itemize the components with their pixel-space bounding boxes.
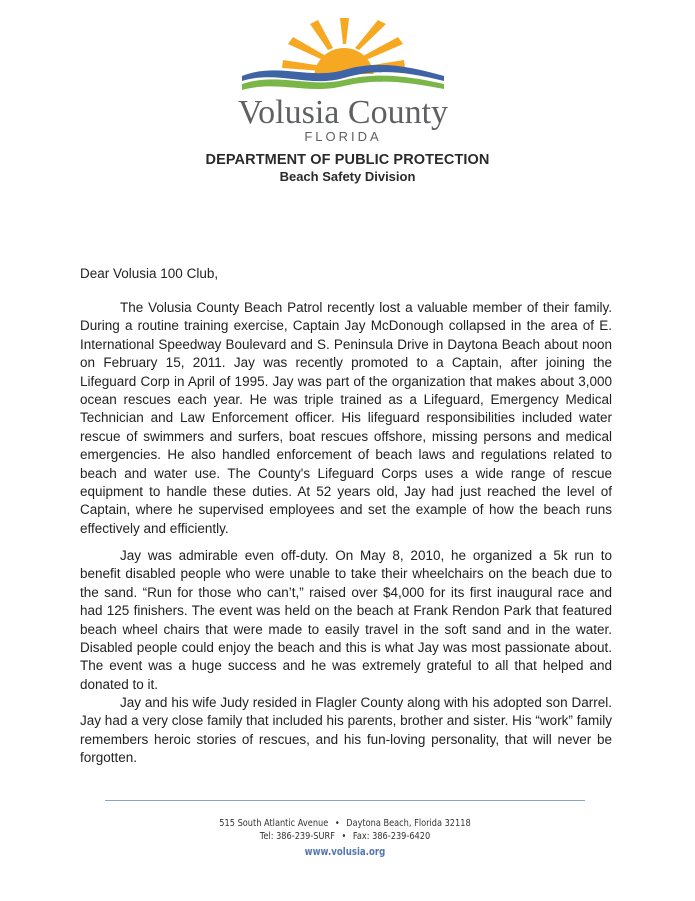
salutation: Dear Volusia 100 Club, [80,266,219,281]
body-paragraph: The Volusia County Beach Patrol recently lost a valuable member of their family. During a routine training exercise, Captain Jay McDonough collapsed in the area of E. International Speedway Boulevard and S. Peninsula Drive in Daytona Beach about noon on February 15, 2011. Jay was recently promoted to a Captain, after joining the Lifeguard Corp in April of 1995. Jay was part of the organization that makes about 3,000 ocean rescues each year. He was triple trained as a Lifeguard, Emergency Medical Technician and Law Enforcement officer. His lifeguard responsibilities included water rescue of swimmers and surfers, boat rescues offshore, missing persons and medical emergencies. He also handled enforcement of beach laws and regulations related to beach and water use. The County's Lifeguard Corps uses a wide range of rescue equipment to handle these duties. At 52 years old, Jay had just reached the level of Captain, where he supervised employees and set the example of how the beach runs effectively and efficiently. [80,300,612,536]
body-paragraph: Jay and his wife Judy resided in Flagler County along with his adopted son Darrel. Jay had a very close family that included his parents, brother and sister. His “work” family remembers heroic stories of rescues, and his fun-loving personality, that will never be forgotten. [80,695,612,766]
address-city: Daytona Beach, Florida 32118 [346,818,471,829]
website-link[interactable]: www.volusia.org [304,846,386,858]
footer-phone [62,831,628,842]
separator-dot: • [341,831,347,842]
volusia-county-logo [238,18,449,144]
sun-waves-icon [238,18,448,98]
body-paragraph: Jay was admirable even off-duty. On May 8, 2010, he organized a 5k run to benefit disabled people who were unable to take their wheelchairs on the beach due to the sand. “Run for those who can’t,” raised over $4,000 for its first inaugural race and had 125 finishers. The event was held on the beach at Frank Rendon Park that featured beach wheel chairs that were made to easily travel in the soft sand and in the water. Disabled people could enjoy the beach and this is what Jay was most passionate about. The event was a huge success and he was extremely grateful to all that helped and donated to it. [80,548,612,692]
logo-title: Volusia County [238,94,449,131]
footer-divider [105,800,585,801]
address-street: 515 South Atlantic Avenue [219,818,329,829]
department-name: DEPARTMENT OF PUBLIC PROTECTION [205,152,490,168]
telephone: Tel: 386-239-SURF [259,831,335,842]
footer-address [62,818,628,829]
fax: Fax: 386-239-6420 [352,831,431,842]
division-name: Beach Safety Division [279,169,416,184]
separator-dot: • [334,818,340,829]
logo-subtitle: FLORIDA [304,129,382,144]
